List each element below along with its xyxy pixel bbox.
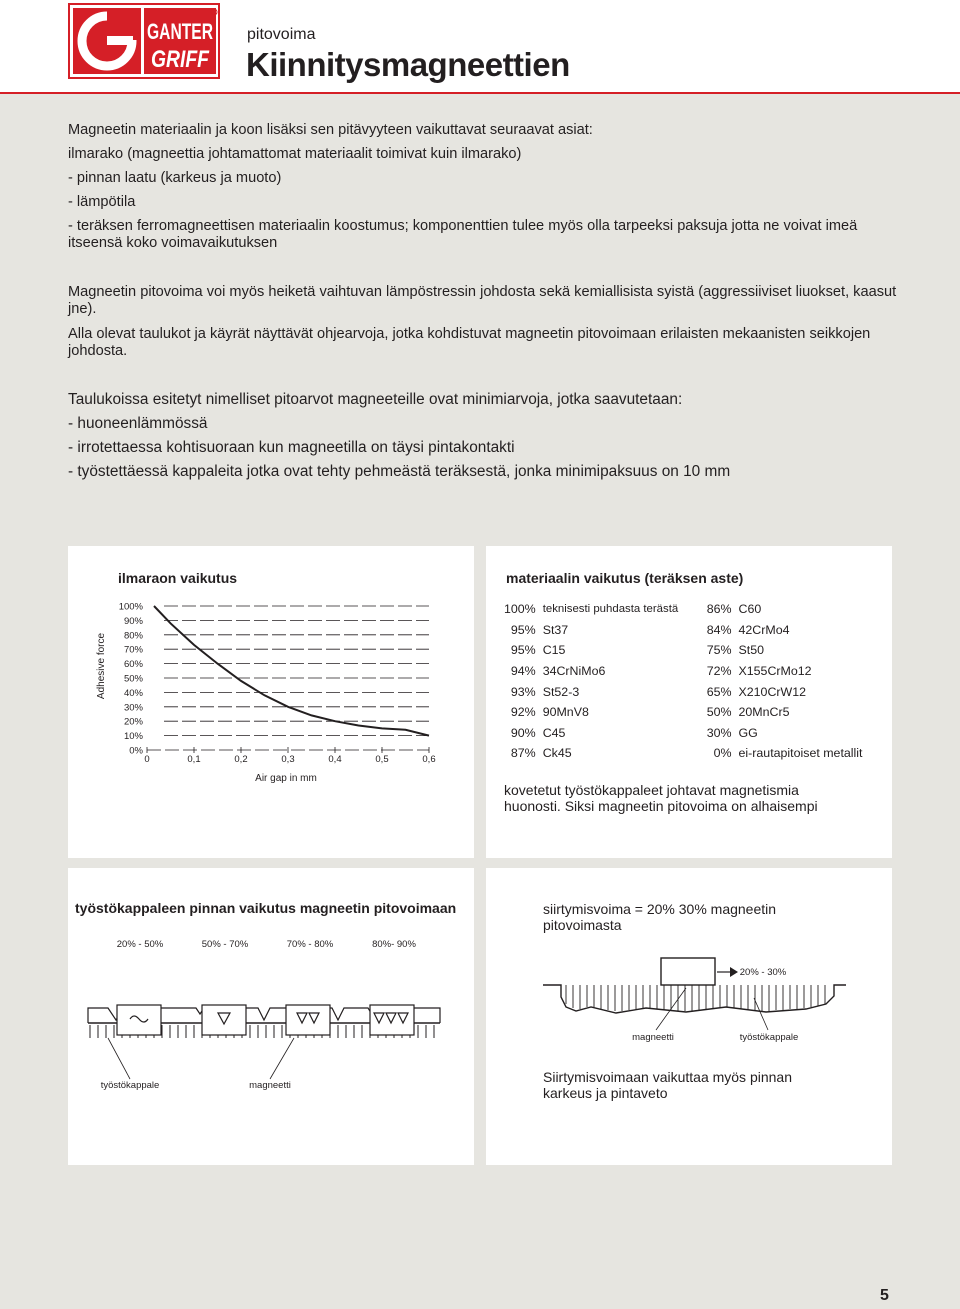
intro-line: - huoneenlämmössä [68, 415, 208, 432]
y-tick-label: 100% [118, 601, 143, 613]
arrow-head-icon [730, 967, 738, 977]
page-number: 5 [880, 1287, 889, 1304]
table-cell: C60 [738, 602, 762, 617]
material-note: kovetetut työstökappaleet johtavat magnetismia huonosti. Siksi magneetin pitovoima on alhaisempi [504, 782, 818, 814]
material-title: materiaalin vaikutus (teräksen aste) [506, 570, 744, 586]
chart-ylabel: Adhesive force [96, 632, 107, 700]
table-cell: C45 [542, 725, 566, 740]
table-cell: GG [738, 725, 758, 740]
header-subtitle: pitovoima [247, 26, 316, 43]
shift-range-label: 20% - 30% [739, 967, 787, 978]
shift-text-1: siirtymisvoima = 20% 30% magneetin pitovoimasta [543, 901, 777, 933]
intro-paragraph-4 [68, 392, 908, 481]
leader-line [270, 1038, 294, 1079]
intro-line: ilmarako (magneettia johtamattomat materiaalit toimivat kuin ilmarako) [68, 146, 522, 162]
x-tick-label: 0,2 [234, 754, 248, 765]
x-tick-label: 0,3 [281, 754, 295, 765]
chart-title: ilmaraon vaikutus [118, 570, 238, 586]
table-row [504, 620, 862, 641]
x-tick-label: 0,5 [375, 754, 389, 765]
y-tick-label: 80% [123, 630, 143, 642]
table-cell: St52-3 [542, 684, 580, 699]
surface-diagram [68, 868, 474, 1165]
x-tick-label: 0 [144, 754, 150, 765]
magnet-block [202, 1005, 246, 1035]
x-tick-label: 0,4 [328, 754, 342, 765]
series-line [154, 606, 429, 736]
table-cell: 34CrNiMo6 [542, 664, 606, 679]
intro-paragraph-3: Alla olevat taulukot ja käyrät näyttävät ohjearvoja, jotka kohdistuvat magneetin pitovoimaan erilaisten mekaanisten seikkojen johdosta. [68, 326, 871, 359]
chart-xlabel: Air gap in mm [255, 773, 317, 784]
intro-line: Magneetin materiaalin ja koon lisäksi sen pitävyyteen vaikuttavat seuraavat asiat: [68, 122, 593, 138]
intro-paragraph-2: Magneetin pitovoima voi myös heiketä vaihtuvan lämpöstressin johdosta sekä kemiallisista syistä (aggressiiviset liuokset, kaasut jne). [68, 284, 897, 317]
table-row [504, 640, 862, 661]
range-label: 50% - 70% [201, 939, 249, 950]
table-cell: St50 [738, 643, 765, 658]
table-cell: 75% [706, 643, 732, 658]
header-title: Kiinnitysmagneettien [246, 46, 570, 83]
table-cell: 92% [510, 705, 536, 720]
table-cell: 95% [510, 622, 536, 637]
brand-line2: GRIFF [151, 46, 211, 73]
table-cell: 50% [706, 705, 732, 720]
magnet-label: magneetti [632, 1032, 674, 1043]
table-cell: 84% [706, 622, 732, 637]
table-row [504, 702, 862, 723]
leader-line [754, 998, 768, 1030]
magnet-block [286, 1005, 330, 1035]
workpiece-profile [543, 985, 846, 1013]
table-cell: teknisesti puhdasta terästä [542, 603, 679, 616]
table-cell: X155CrMo12 [738, 664, 812, 679]
table-cell: 86% [706, 602, 732, 617]
table-row [504, 661, 862, 682]
y-tick-label: 40% [123, 687, 143, 699]
intro-line: - teräksen ferromagneettisen materiaalin koostumus; komponenttien tulee myös olla tarpeeksi paksuja jotta ne voivat imeä itseensä koko voimavaikutuksen [68, 218, 858, 251]
shift-diagram [486, 868, 892, 1165]
ganter-griff-logo [68, 3, 220, 79]
surface-title: työstökappaleen pinnan vaikutus magneetin pitovoimaan [75, 900, 457, 916]
surface-panel [68, 868, 474, 1165]
workpiece-label: työstökappale [100, 1080, 160, 1091]
y-tick-label: 90% [123, 615, 143, 627]
magnet-block [661, 958, 715, 985]
intro-line: - lämpötila [68, 194, 136, 210]
y-tick-label: 30% [123, 702, 143, 714]
airgap-chart [68, 546, 474, 858]
page-header [0, 0, 960, 94]
range-label: 80%- 90% [372, 939, 416, 950]
x-tick-label: 0,6 [422, 754, 436, 765]
table-row [504, 681, 862, 702]
y-tick-label: 50% [123, 673, 143, 685]
hatch-pattern [566, 985, 825, 1011]
table-cell: 90% [510, 725, 536, 740]
y-tick-label: 0% [129, 745, 143, 757]
y-tick-label: 60% [123, 659, 143, 671]
magnet-block [117, 1005, 161, 1035]
table-row [504, 599, 862, 620]
brand-line1: GANTER [147, 19, 214, 44]
table-cell: St37 [542, 622, 569, 637]
range-label: 70% - 80% [286, 939, 334, 950]
workpiece-label: työstökappale [739, 1032, 799, 1043]
table-cell: 93% [510, 684, 536, 699]
intro-paragraph-1 [68, 122, 908, 251]
table-cell: 95% [510, 643, 536, 658]
table-cell: 72% [706, 664, 732, 679]
table-cell: ei-rautapitoiset metallit [738, 746, 863, 761]
intro-line: - pinnan laatu (karkeus ja muoto) [68, 170, 282, 186]
y-tick-label: 20% [123, 716, 143, 728]
airgap-panel [68, 546, 474, 858]
table-cell: Ck45 [542, 746, 572, 761]
table-cell: 90MnV8 [542, 705, 589, 720]
table-cell: 65% [706, 684, 732, 699]
y-tick-label: 10% [123, 731, 143, 743]
intro-line: - työstettäessä kappaleita jotka ovat tehty pehmeästä teräksestä, jonka minimipaksuus on 10 mm [68, 463, 731, 480]
table-cell: 87% [510, 746, 536, 761]
table-cell: 42CrMo4 [738, 622, 790, 637]
table-cell: 94% [510, 664, 536, 679]
shift-panel [486, 868, 892, 1165]
leader-line [108, 1038, 130, 1079]
table-cell: 30% [706, 725, 732, 740]
intro-line: - irrotettaessa kohtisuoraan kun magneetilla on täysi pintakontakti [68, 439, 515, 456]
table-row [504, 743, 862, 764]
table-row [504, 723, 862, 744]
magnet-label: magneetti [249, 1080, 291, 1091]
table-cell: C15 [542, 643, 566, 658]
intro-line: Taulukoissa esitetyt nimelliset pitoarvot magneeteille ovat minimiarvoja, jotka saavutetaan: [68, 391, 683, 408]
table-cell: X210CrW12 [738, 684, 807, 699]
shift-text-2: Siirtymisvoimaan vaikuttaa myös pinnan karkeus ja pintaveto [543, 1069, 792, 1101]
table-cell: 20MnCr5 [738, 705, 790, 720]
table-cell: 0% [713, 746, 732, 761]
y-tick-label: 70% [123, 644, 143, 656]
x-tick-label: 0,1 [187, 754, 201, 765]
material-panel [486, 546, 892, 858]
range-label: 20% - 50% [116, 939, 164, 950]
material-table [504, 599, 862, 764]
table-cell: 100% [504, 602, 536, 617]
